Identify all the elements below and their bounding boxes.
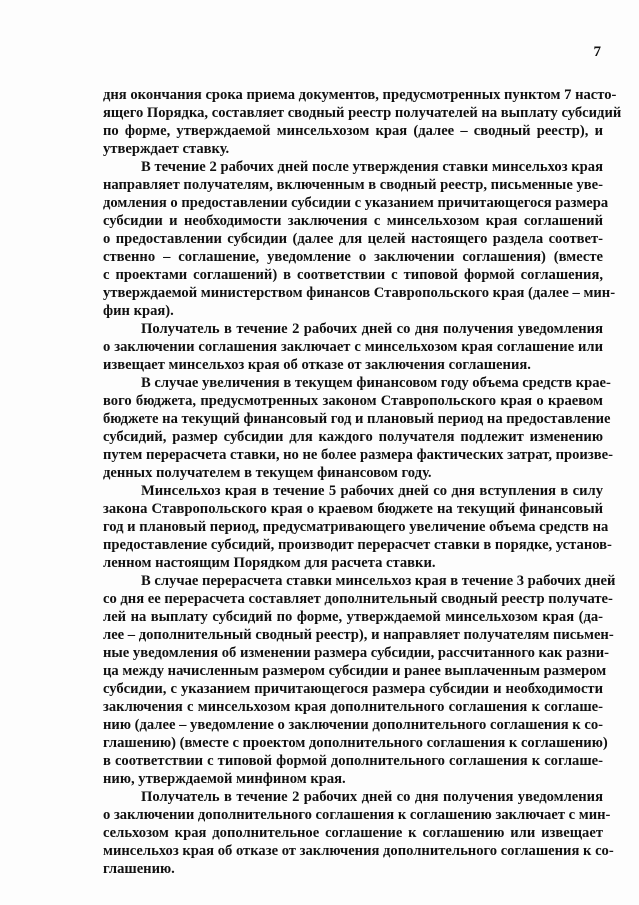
- text-line: ящего Порядка, составляет сводный реестр получателей на выплату субсидий: [103, 105, 622, 121]
- text-line: о предоставлении субсидии (далее для целей настоящего раздела соответ-: [103, 231, 603, 247]
- text-line: утверждает ставку.: [103, 141, 230, 157]
- text-line: глашению) (вместе с проектом дополнительного соглашения к соглашению): [103, 735, 608, 751]
- text-line: лее – дополнительный сводный реестр), и направляет получателям письмен-: [103, 627, 614, 643]
- text-line: сельхозом края дополнительное соглашение к соглашению или извещает: [103, 825, 603, 841]
- text-line: в соответствии с типовой формой дополнительного соглашения к соглаше-: [103, 753, 603, 769]
- text-line: субсидий, размер субсидии для каждого получателя подлежит изменению: [103, 429, 603, 445]
- text-line: о заключении дополнительного соглашения к соглашению заключает с мин-: [103, 807, 611, 823]
- text-line: дня окончания срока приема документов, предусмотренных пунктом 7 насто-: [103, 87, 617, 103]
- text-line: фин края).: [103, 303, 174, 319]
- text-line: заключения с минсельхозом края дополнительного соглашения к соглаше-: [103, 699, 603, 715]
- text-line: субсидии и необходимости заключения с минсельхозом края соглашений: [103, 213, 603, 229]
- text-line: предоставление субсидий, производит перерасчет ставки в порядке, установ-: [103, 537, 612, 553]
- text-line: направляет получателям, включенным в сводный реестр, письменные уве-: [103, 177, 603, 193]
- text-line: по форме, утверждаемой минсельхозом края (далее – сводный реестр), и: [103, 123, 603, 139]
- text-line: путем перерасчета ставки, но не более размера фактических затрат, произве-: [103, 447, 613, 463]
- text-line: со дня ее перерасчета составляет дополнительный сводный реестр получате-: [103, 591, 613, 607]
- text-line: лей на выплату субсидий по форме, утверждаемой минсельхозом края (да-: [103, 609, 603, 625]
- text-line: о заключении соглашения заключает с минсельхозом края соглашение или: [103, 339, 603, 355]
- text-line: нию, утверждаемой минфином края.: [103, 771, 346, 787]
- text-line: вого бюджета, предусмотренных законом Ставропольского края о краевом: [103, 393, 603, 409]
- text-line: бюджете на текущий финансовый год и плановый период на предоставление: [103, 411, 611, 427]
- text-line: извещает минсельхоз края об отказе от заключения соглашения.: [103, 357, 531, 373]
- text-line: год и плановый период, предусматривающего увеличение объема средств на: [103, 519, 609, 535]
- text-line: субсидии, с указанием причитающегося размера субсидии и необходимости: [103, 681, 603, 697]
- text-line: Получатель в течение 2 рабочих дней со дня получения уведомления: [141, 789, 603, 805]
- text-line: ленном настоящим Порядком для расчета ставки.: [103, 555, 436, 571]
- text-line: В случае увеличения в текущем финансовом году объема средств крае-: [141, 375, 611, 391]
- text-line: ца между начисленным размером субсидии и ранее выплаченным размером: [103, 663, 607, 679]
- text-line: ные уведомления об изменении размера субсидии, рассчитанного как разни-: [103, 645, 610, 661]
- document-body: [103, 86, 622, 878]
- text-line: закона Ставропольского края о краевом бюджете на текущий финансовый: [103, 501, 603, 517]
- text-line: минсельхоз края об отказе от заключения дополнительного соглашения к со-: [103, 843, 614, 859]
- text-line: Получатель в течение 2 рабочих дней со дня получения уведомления: [141, 321, 603, 337]
- text-line: В случае перерасчета ставки минсельхоз края в течение 3 рабочих дней: [141, 573, 616, 589]
- text-line: глашению.: [103, 861, 175, 877]
- text-line: домления о предоставлении субсидии с указанием причитающегося размера: [103, 195, 609, 211]
- text-line: утверждаемой министерством финансов Ставропольского края (далее – мин-: [103, 285, 616, 301]
- text-line: нию (далее – уведомление о заключении дополнительного соглашения к со-: [103, 717, 603, 733]
- text-line: с проектами соглашений) в соответствии с типовой формой соглашения,: [103, 267, 603, 283]
- text-line: Минсельхоз края в течение 5 рабочих дней со дня вступления в силу: [141, 483, 603, 499]
- text-line: ственно – соглашение, уведомление о заключении соглашения) (вместе: [103, 249, 603, 265]
- page-number: 7: [593, 44, 601, 60]
- text-line: В течение 2 рабочих дней после утверждения ставки минсельхоз края: [141, 159, 603, 175]
- text-line: денных получателем в текущем финансовом году.: [103, 465, 432, 481]
